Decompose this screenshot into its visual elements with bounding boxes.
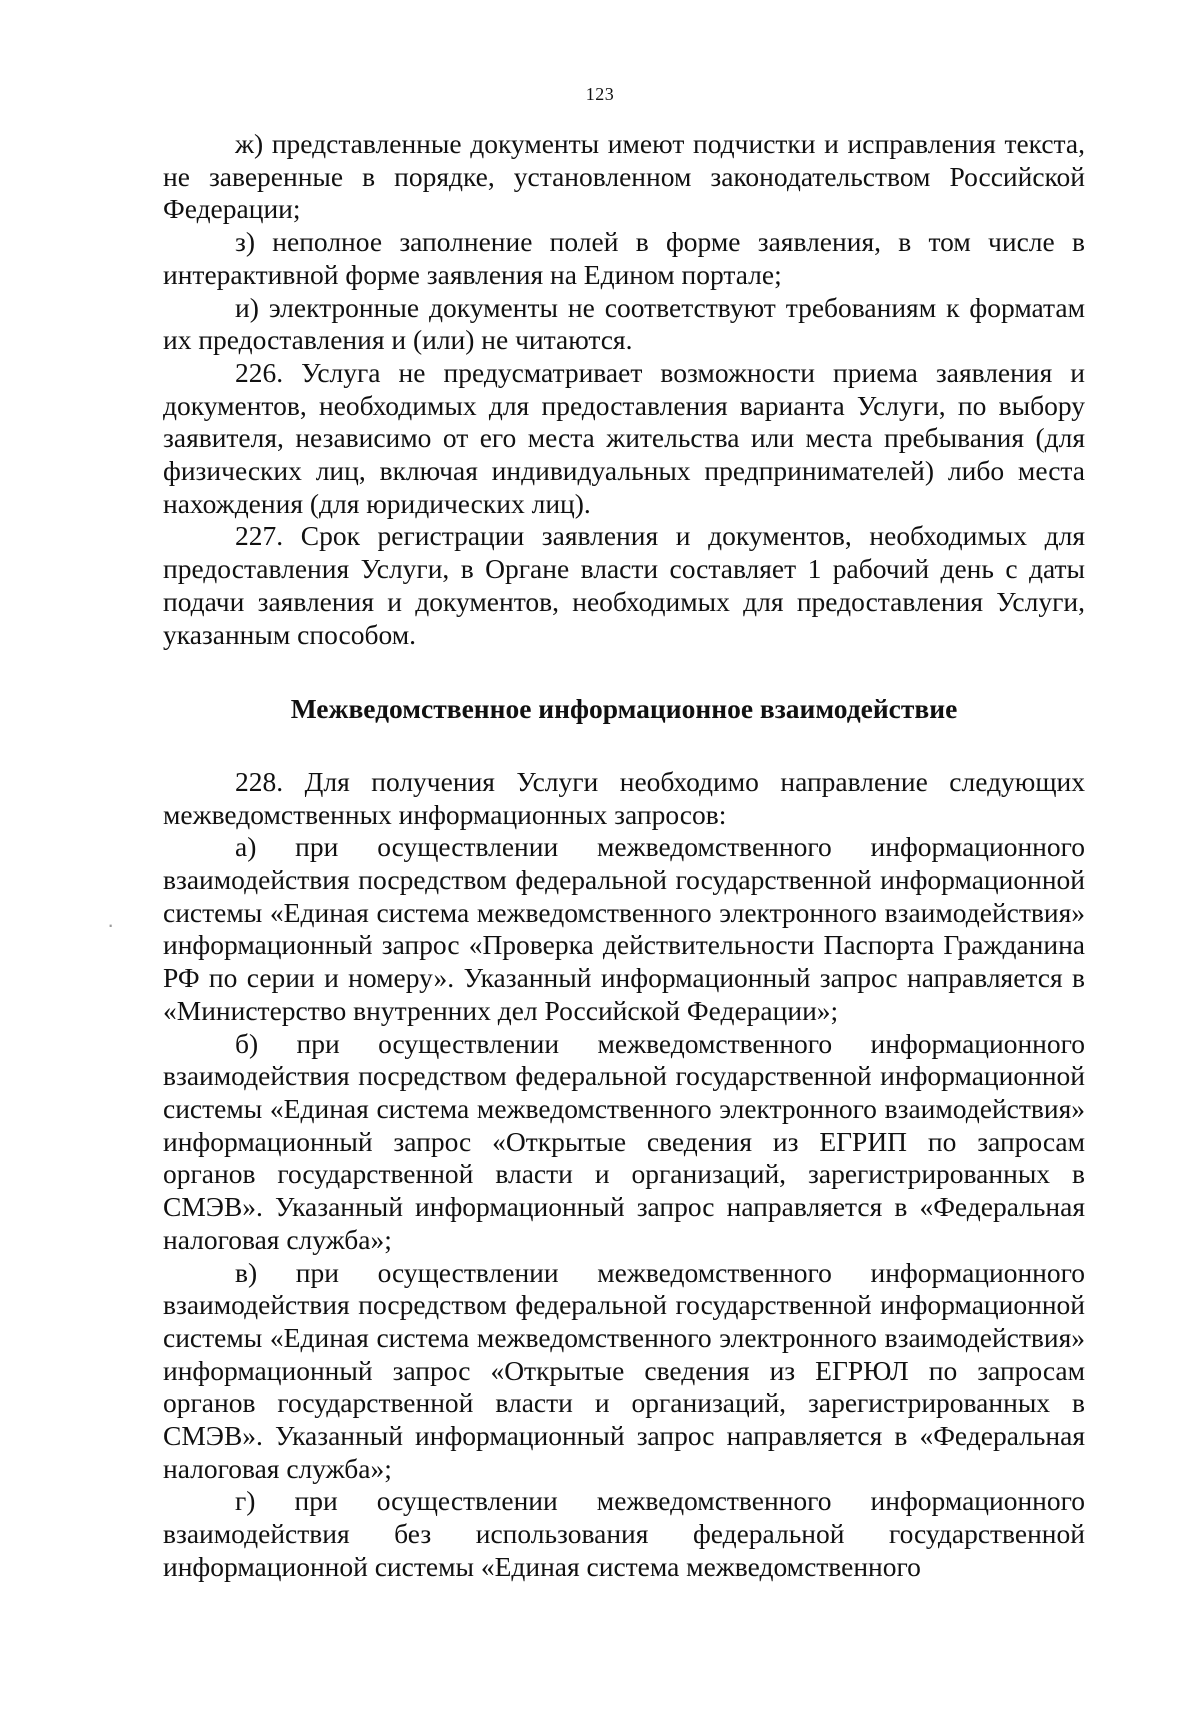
page-number: 123 (585, 84, 615, 104)
paragraph-226: 226. Услуга не предусматривает возможности приема заявления и документов, необходимых для предоставления варианта Услуги, по выбору заявителя, независимо от его места жительства или места пребывания (для физических лиц, включая индивидуальных предпринимателей) либо места нахождения (для юридических лиц). (163, 356, 1085, 519)
section-heading: Межведомственное информационное взаимодействие (290, 693, 958, 725)
paragraph-item-z: з) неполное заполнение полей в форме заявления, в том числе в интерактивной форме заявления на Едином портале; (163, 226, 1085, 290)
document-body (163, 128, 1085, 1584)
paragraph-227: 227. Срок регистрации заявления и документов, необходимых для предоставления Услуги, в Органе власти составляет 1 рабочий день с даты подачи заявления и документов, необходимых для предоставления Услуги, указанным способом. (163, 520, 1085, 650)
paragraph-item-zh: ж) представленные документы имеют подчистки и исправления текста, не заверенные в порядке, установленном законодательством Российской Федерации; (163, 128, 1085, 225)
scan-speck-mark: · (107, 912, 115, 937)
paragraph-228: 228. Для получения Услуги необходимо направление следующих межведомственных информационных запросов: (163, 765, 1085, 830)
paragraph-item-g: г) при осуществлении межведомственного информационного взаимодействия без использования федеральной государственной информационной системы «Единая система межведомственного (163, 1485, 1085, 1582)
paragraph-item-v: в) при осуществлении межведомственного информационного взаимодействия посредством федеральной государственной информационной системы «Единая система межведомственного электронного взаимодействия» информационный запрос «Открытые сведения из ЕГРЮЛ по запросам органов государственной власти и организаций, зарегистрированных в СМЭВ». Указанный информационный запрос направляется в «Федеральная налоговая служба»; (163, 1256, 1085, 1484)
paragraph-item-i: и) электронные документы не соответствуют требованиям к форматам их предоставления и (или) не читаются. (163, 291, 1085, 356)
paragraph-item-a: а) при осуществлении межведомственного информационного взаимодействия посредством федеральной государственной информационной системы «Единая система межведомственного электронного взаимодействия» информационный запрос «Проверка действительности Паспорта Гражданина РФ по серии и номеру». Указанный информационный запрос направляется в «Министерство внутренних дел Российской Федерации»; (163, 831, 1085, 1026)
paragraph-item-b: б) при осуществлении межведомственного информационного взаимодействия посредством федеральной государственной информационной системы «Единая система межведомственного электронного взаимодействия» информационный запрос «Открытые сведения из ЕГРИП по запросам органов государственной власти и организаций, зарегистрированных в СМЭВ». Указанный информационный запрос направляется в «Федеральная налоговая служба»; (163, 1027, 1085, 1255)
